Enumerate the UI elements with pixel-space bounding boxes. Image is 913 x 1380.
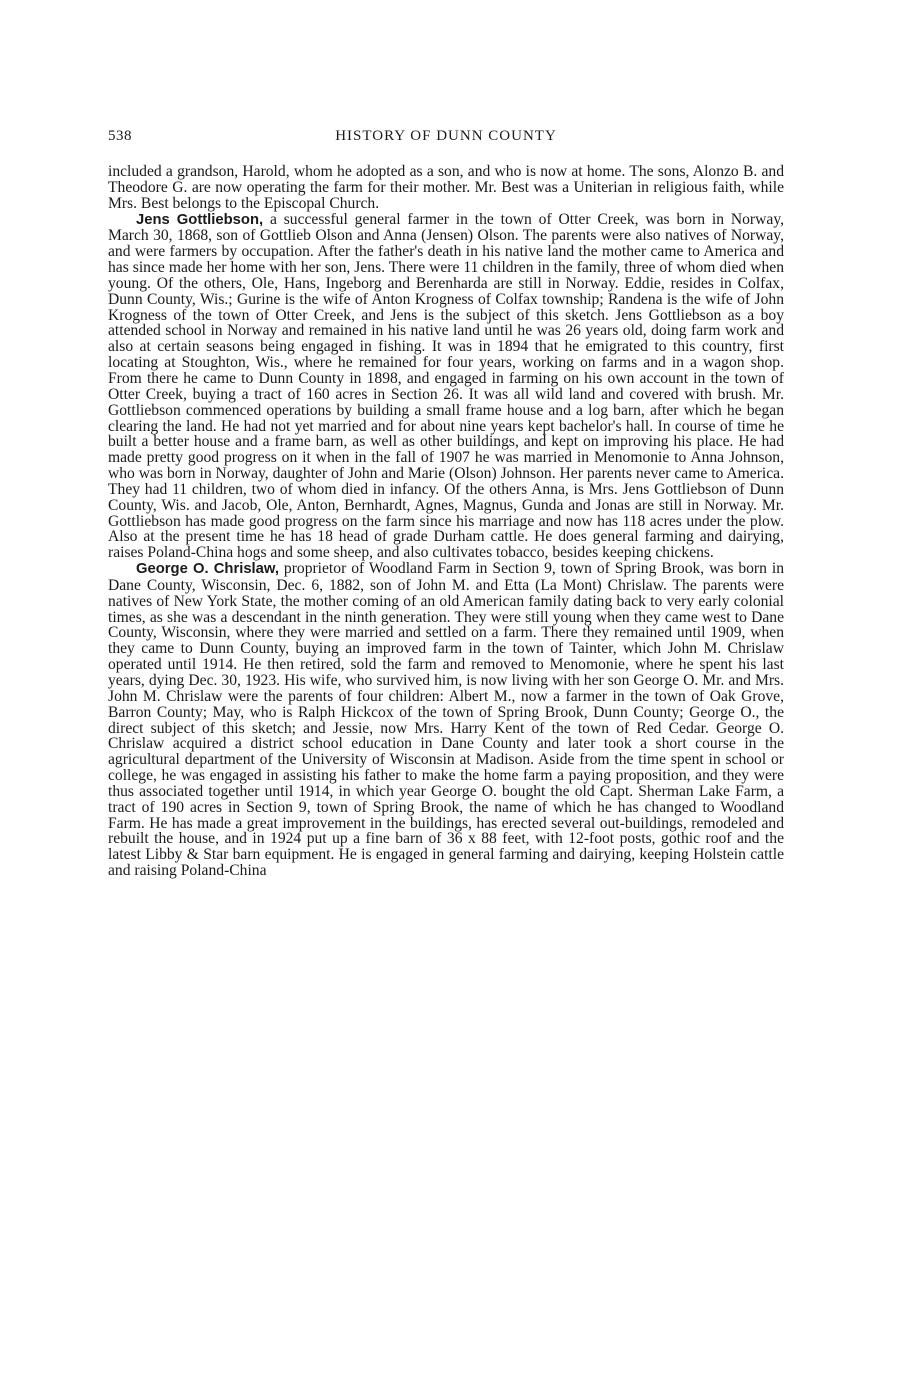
subject-name: George O. Chrislaw, — [136, 561, 279, 578]
paragraph-continuation — [108, 164, 784, 212]
page-number: 538 — [108, 128, 132, 144]
subject-name: Jens Gottliebson, — [136, 211, 264, 228]
paragraph-text: a successful general farmer in the town of Otter Creek, was born in Norway, March 30, 1868, son of Gottlieb Olson and Anna (Jensen) Olson. The parents were also natives of Norway, and were farmers by occupation. After the father's death in his native land the mother came to America and has since made her home with her son, Jens. There were 11 children in the family, three of whom died when young. Of the others, Ole, Hans, Ingeborg and Berenharda are still in Norway. Eddie, resides in Colfax, Dunn County, Wis.; Gurine is the wife of Anton Krogness of Colfax township; Randena is the wife of John Krogness of the town of Otter Creek, and Jens is the subject of this sketch. Jens Gottliebson as a boy attended school in Norway and remained in his native land until he was 26 years old, doing farm work and also at certain seasons being engaged in fishing. It was in 1894 that he emigrated to this country, first locating at Stoughton, Wis., where he remained for four years, working on farms and in a wagon shop. From there he came to Dunn County in 1898, and engaged in farming on his own account in the town of Otter Creek, buying a tract of 160 acres in Section 26. It was all wild land and covered with brush. Mr. Gottliebson commenced operations by building a small frame house and a log barn, after which he began clearing the land. He had not yet married and for about nine years kept bachelor's hall. In course of time he built a better house and a frame barn, as well as other buildings, and kept on improving his place. He had made pretty good progress on it when in the fall of 1907 he was married in Menomonie to Anna Johnson, who was born in Norway, daughter of John and Marie (Olson) Johnson. Her parents never came to America. They had 11 children, two of whom died in infancy. Of the others Anna, is Mrs. Jens Gottliebson of Dunn County, Wis. and Jacob, Ole, Anton, Bernhardt, Agnes, Magnus, Gunda and Jonas are still in Norway. Mr. Gottliebson has made good progress on the farm since his marriage and now has 118 acres under the plow. Also at the present time he has 18 head of grade Durham cattle. He does general farming and dairying, raises Poland-China hogs and some sheep, and also cultivates tobacco, besides keeping chickens. — [108, 210, 784, 562]
paragraph-gottliebson — [108, 212, 784, 562]
paragraph-text: included a grandson, Harold, whom he adopted as a son, and who is now at home. The sons, Alonzo B. and Theodore G. are now operating the farm for their mother. Mr. Best was a Uniterian in religious faith, while Mrs. Best belongs to the Episcopal Church. — [108, 163, 784, 212]
document-page — [108, 128, 784, 879]
body-text — [108, 164, 784, 879]
paragraph-text: proprietor of Woodland Farm in Section 9, town of Spring Brook, was born in Dane County, Wisconsin, Dec. 6, 1882, son of John M. and Etta (La Mont) Chrislaw. The parents were natives of New York State, the mother coming of an old American family dating back to very early colonial times, as she was a descendant in the ninth generation. They were still young when they came west to Dane County, Wisconsin, where they were married and settled on a farm. There they remained until 1909, when they came to Dunn County, buying an improved farm in the town of Tainter, which John M. Chrislaw operated until 1914. He then retired, sold the farm and removed to Menomonie, where he spent his last years, dying Dec. 30, 1923. His wife, who survived him, is now living with her son George O. Mr. and Mrs. John M. Chrislaw were the parents of four children: Albert M., now a farmer in the town of Oak Grove, Barron County; May, who is Ralph Hickcox of the town of Spring Brook, Dunn County; George O., the direct subject of this sketch; and Jessie, now Mrs. Harry Kent of the town of Red Cedar. George O. Chrislaw acquired a district school education in Dane County and later took a short course in the agricultural department of the University of Wisconsin at Madison. Aside from the time spent in school or college, he was engaged in assisting his father to make the home farm a paying proposition, and they were thus associated together until 1914, in which year George O. bought the old Capt. Sherman Lake Farm, a tract of 190 acres in Section 9, town of Spring Brook, the name of which he has changed to Woodland Farm. He has made a great improvement in the buildings, has erected several out-buildings, remodeled and rebuilt the house, and in 1924 put up a fine barn of 36 x 88 feet, with 12-foot posts, gothic roof and the latest Libby & Star barn equipment. He is engaged in general farming and dairying, keeping Holstein cattle and raising Poland-China — [108, 560, 784, 880]
paragraph-chrislaw — [108, 561, 784, 879]
page-header — [108, 128, 784, 150]
running-head: HISTORY OF DUNN COUNTY — [335, 128, 557, 144]
